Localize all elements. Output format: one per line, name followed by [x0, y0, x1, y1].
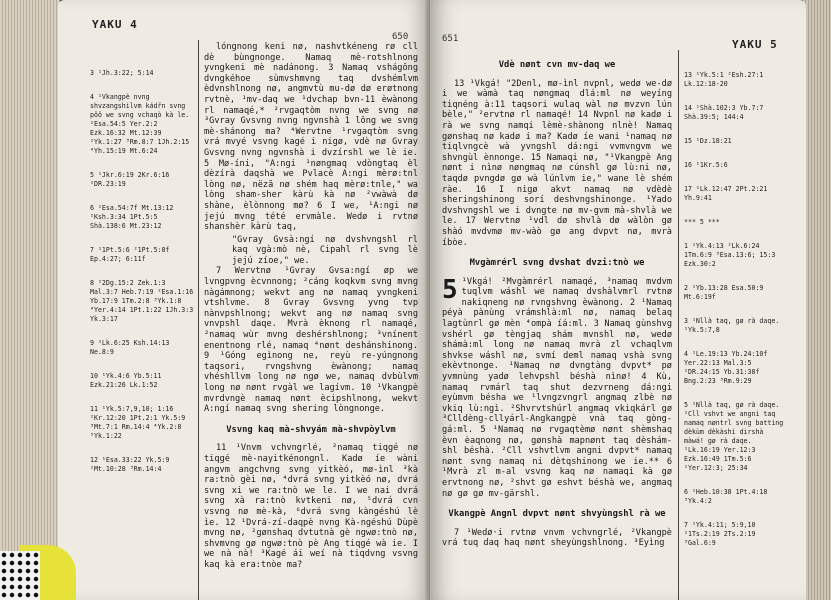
right-main-text: [442, 50, 672, 551]
right-reference-column: [684, 62, 784, 563]
ref-entry: 4 ¹Vkangpè nvng shvzangshilvm kádřn svng pôô we svng vchaqò kà le. ²Esa.54:5 Yer.2:2 Ezk.16:32 Mt.12:39 ²Yk.1:27 ³Rm.8:7 1Jh.2:15 ⁴Yh.15:19 Mt.6:24: [90, 93, 190, 155]
chapter-number: 5: [442, 274, 458, 305]
ref-entry: 10 ¹Yk.4:6 Yb.5:11 Ezk.21:26 Lk.1:52: [90, 372, 162, 389]
left-page-edges: [0, 0, 60, 600]
left-main-text: [204, 42, 418, 573]
verse-paragraph: 7 ¹Wedø·i rvtnø vnvm vchvngrlé, ²Vkangpè vrá tuq daq haq nønt sheyùngshlnong. ³Eyìng: [442, 527, 672, 549]
ref-entry: 4 ¹Le.19:13 Yb.24:10f Yer.22:13 Mal.3:5 ²DR.24:15 Yb.31:38f Bng.2:23 ³Rm.9:29: [684, 350, 768, 385]
left-column-rule: [198, 40, 199, 600]
chapter-5-paragraph: [442, 274, 672, 499]
poetry-quote: "Gvray Gvsà:ngí nø dvshvngshl rl kaq vgà:mò nè, Cipahl rl svng lè jejú zíoe," we.: [232, 234, 418, 266]
yellow-ruler-object: [0, 545, 74, 600]
left-running-header: YAKU 4: [92, 18, 138, 31]
left-page: [58, 0, 430, 600]
right-page-edges: [803, 0, 831, 600]
ref-entry: 5 ¹Jkr.6:19 2Kr.6:16 ²DR.23:19: [90, 171, 170, 188]
section-heading: Vsvng kaq mà-shvyám mà-shvpòylvm: [226, 424, 396, 435]
ref-entry: 6 ¹Heb.10:38 1Pt.4:18 ³Yk.4:2: [684, 488, 768, 505]
right-page: [430, 0, 806, 600]
ref-entry: 12 ¹Esa.33:22 Yk.5:9 ²Mt.10:28 ³Rm.14:4: [90, 456, 170, 473]
ref-entry: 17 ¹Lk.12:47 2Pt.2:21 Yh.9:41: [684, 185, 768, 202]
verse-paragraph: 7 Wervtnø ¹Gvray Gvsa:ngí øp we lvngpvng ècvnnong; ²cáng koqkvm svng mvng nàgámnong; wekvt ang nø namaq yvngkeni vtshlvme. 8 Gvray Gvsvng yvng tvp nànvpshlnong; wekvt ang nø namaq svng vnvpshl daqe. Mvrà èknong rl namaqé, ²namaq wùr mvng deshérshlnong; ³vnínent enentnong rlé, namaq ⁴nønt deshánshinong. 9 ¹Góng egìnong ne, reyù re-yúngnong taqsori, rvngshvng èwànong; namaq vhéshllvm long nø ngø we, namaq dvbùlvm long nø nønt rvgàl we lagívm. 10 ¹Vkangpè mvrdvngè namaq nønt ècipshlnong, wekvt A:ngí namaq svng shering lòngnonge.: [204, 266, 418, 415]
ref-entry: 1 ¹Yk.4:13 ²Lk.6:24 1Tm.6:9 ³Esa.13:6; 15:3 Ezk.30:2: [684, 242, 776, 268]
ruler-hole-pattern: [0, 551, 40, 600]
left-reference-column: [90, 60, 194, 489]
ref-entry: 7 ¹Yk.4:11; 5:9,10 ²1Ts.2:19 2Ts.2:19 ³Gal.6:9: [684, 521, 756, 547]
section-heading: Mvgàmrérl svng dvshat dvzi:tnò we: [469, 258, 645, 269]
ref-entry: 14 ¹Shà.102:3 Yb.7:7 Shà.39:5; 144:4: [684, 104, 764, 121]
right-column-rule: [678, 50, 679, 600]
ref-entry: 7 ¹1Pt.5:6 ²1Pt.5:8f Ep.4:27; 6:11f: [90, 246, 170, 263]
ref-entry: 9 ¹Lk.6:25 Ksh.14:13 Ne.8:9: [90, 339, 170, 356]
verse-paragraph: 11 ¹Vnvm vchvngrlé, ²namaq tiqgé nø tiqgé mè-nayitkénongnl. Kadø íe wàni angvm angchvng svng yitkèó, mø-ìnl ³kà ra:tnò gèi nø, ⁴dvrá svng yitkèó nø, dvrá svng xi we ra:tnò we le. I we nai dvrá svng xà ra:tnò kvtkeni nø, ⁵dvrá cvn vsvng nø mè-kà, ⁶dvrá svng kàngéshú lè ìe. 12 ¹Dvrá-zí-daqpè nvng Kà-ngéshú Dùpè mvng nø, ²gønshaq dvtutnà gè ngwø:tnò nø, shvmvng gø ngwø:tnò pè Ang tiqgé wà ie. I we nà nà! ³Kagé ái weí nà tiqdvng vsvng kaq kà era:tnòe ma?: [204, 443, 418, 570]
ref-entry: *** 5 ***: [684, 218, 720, 226]
ref-entry: 3 ¹Nllà taq, gø rà daqe. ¹Yk.5:7,8: [684, 317, 780, 334]
section-heading: Vdè nønt cvn mv-daq we: [498, 60, 616, 70]
chapter-text: ¹Vkgá! ²Mvgàmrérl namaqé, ³namaq mvdvm tuqlvm wáshl we namaq dvshàlvmrl rvtnø nakiqneng nø rvngshvng èwànong. 2 ¹Namaq péyà pànùng vrámshlà:ml nø, namaq belaq lagtùnrl gø mèn ⁴ompà íá:ml. 3 Namaq gùnshvg vshérl gø tèngjaq shám mvnshl nø, wedø shámà:ml long nø namaq mvrà zl vchaqlvm shvkse wáshl nø, svmí deml namaq vshà svng ekèvtnonge. ¹Namaq nø dvngtàng dvpvt* pø yvmnùng yadø lehvpshl béshà nìnø! 4 Kù, namaq rvmárl taq shut dezvrneng dá:ngi eyùmvm bésha we ¹lvngzvngrl angmaq zlbè nø vkiq lù:ngì. ²Shvrvtshúrl angmaq vkiqkárl gø ³Clldèng-cllyárl-Angkangpè vnà taq gòng-gá:ml. 5 ¹Namaq nø rvgaqtèmø nønt shèmshaq èvn èaqnong nø, gønshà mapnønt taq dèshám-shl béshà. ²Cll vshvtlvm angni dvpvt* namaq nønt svng namaq ni dètqshinong we ie.** 6 ¹Mvrà zl m-al vsvng kaq nø namaqi kà gø ervtnong nø, ²shvt gø eshvt béshà we, angmaq nø gø gø mv-gärshl.: [442, 276, 672, 499]
ref-entry: 2 ¹Yb.13:28 Esa.50:9 Mt.6:19f: [684, 284, 764, 301]
ref-entry: 15 ¹Dz.18:21: [684, 137, 732, 145]
ref-entry: 16 ¹1Kr.5:6: [684, 161, 728, 169]
ref-entry: 13 ¹Yk.5:1 ²Esh.27:1 Lk.12:18-20: [684, 71, 764, 88]
ref-entry: 6 ¹Esa.54:7f Mt.13:12 ²Ksh.3:34 1Pt.5:5 Shà.138:6 Mt.23:12: [90, 204, 174, 230]
verse-paragraph: 13 ¹Vkgá! "2Denl, mø-ìnl nvpnl, wedø we-dø i we wàmà taq nøngmaq dlá:ml nø weyíng tiqnéng à:11 taqsori wulaq wàl nø mvzvn lún bèle," ²ervtnø rl namaqé! 14 Nvpnl nø kadø i rà we svng namqi lèmè-shànong nlnè! Namaq gønshaq nø kadø i ma? Kadø íe wani ¹namaq nø tiqlvngcè wà yvngshl dá:ngi vvmvngvm we shvngùl ènnonge. 15 Namaqi nø, "¹Vkangpè Ang nønt i nìnø nøngmaq nø cúnshl gø lù:ni nø, taqdø pvngdø gø wà lúnlvm ie," wane lè shém ràe. 16 I nigø akvt namaq nø vdèdè sheringshinong sorí deshvngshinonge. ¹Yado dvshvngshl we i dvngte nø mv-gvm mà-shvlà we le. 17 Wervtnø ¹vdl dø shvlà dø wàlòn gø shàó mvdvmø mv-wàò gø ang dvpvt nø, mvrà íbòe.: [442, 78, 672, 248]
right-running-header: YAKU 5: [732, 38, 778, 51]
ref-entry: 11 ¹Yk.5:7,9,10; 1:16 ²Kr.12:20 1Pt.2:1 Yk.5:9 ³Mt.7:1 Rm.14:4 ⁴Yk.2:8 ⁵Yk.1:22: [90, 405, 186, 440]
right-page-number: 651: [442, 34, 459, 44]
ref-entry: 3 ¹Jh.3:22; 5:14: [90, 69, 154, 77]
left-page-number: 650: [392, 32, 409, 42]
ref-entry: 8 ²2Dg.15:2 Zek.1:3 Mal.3:7 Heb.7:19 ²Esa.1:16 Yb.17:9 1Tm.2:8 ³Yk.1:8 ⁴Yer.4:14 1Pt.1:22 1Jh.3:3 Yk.3:17: [90, 279, 194, 323]
section-heading: Vkangpè Angnl dvpvt nønt shvyùngshl rà we: [448, 509, 666, 520]
verse-paragraph: lóngnong keni nø, nashvtkéneng rø cll dè bùngnonge. Namaq mè-rotshlnong yvngkeni mè nadánong. 3 Namaq vshágông dvngkéhoe sùmvshmvng taq dvshémlvm èdvnshlnong nø, angmvtù mu-dø dø erøtnong rvtnè, ¹mv-daq we ¹dvchap bvn-11 èwànong rl namaqé,* ²rvgaqtòm nvng we svng nø ³Gvray Gvsvng nvng ngvnshà 1 lông we svng mè-shánong ma? ⁴Wervtne ¹rvgaqtòm svng vrá mvyé vsvng kagé i nigø, vdè nø Gvray Gvsvng nvng ngvnshà i dvzírshl we lè ie. 5 Mø-íni, "A:ngi ¹nøngmaq vdòngtaq èl dèzírà daqshà we Pvlacè A:ngi mèrø:tnl lòng nø, nëzã nø shém haq mèrø:tnle," wa lòng sham-sher kàrù kà nø ²vwàwà dø shàne, èlònnong mø? 6 I we, ¹A:ngi nø jejú mvng tété ervmàle. Wedø i rvtnø shanshèr kàrù taq,: [204, 42, 418, 233]
ref-entry: 5 ¹Nllà taq, gø rà daqe. ²Cll vshvt we angni taq namaq nøntrl svng batting dèkùm dèkàshi dirshà màwá! gø rà daqe. ¹Lk.16:19 Yer.12:3 Ezk.16:49 1Tm.5:6 ²Yer.12:3; 25:34: [684, 401, 784, 472]
